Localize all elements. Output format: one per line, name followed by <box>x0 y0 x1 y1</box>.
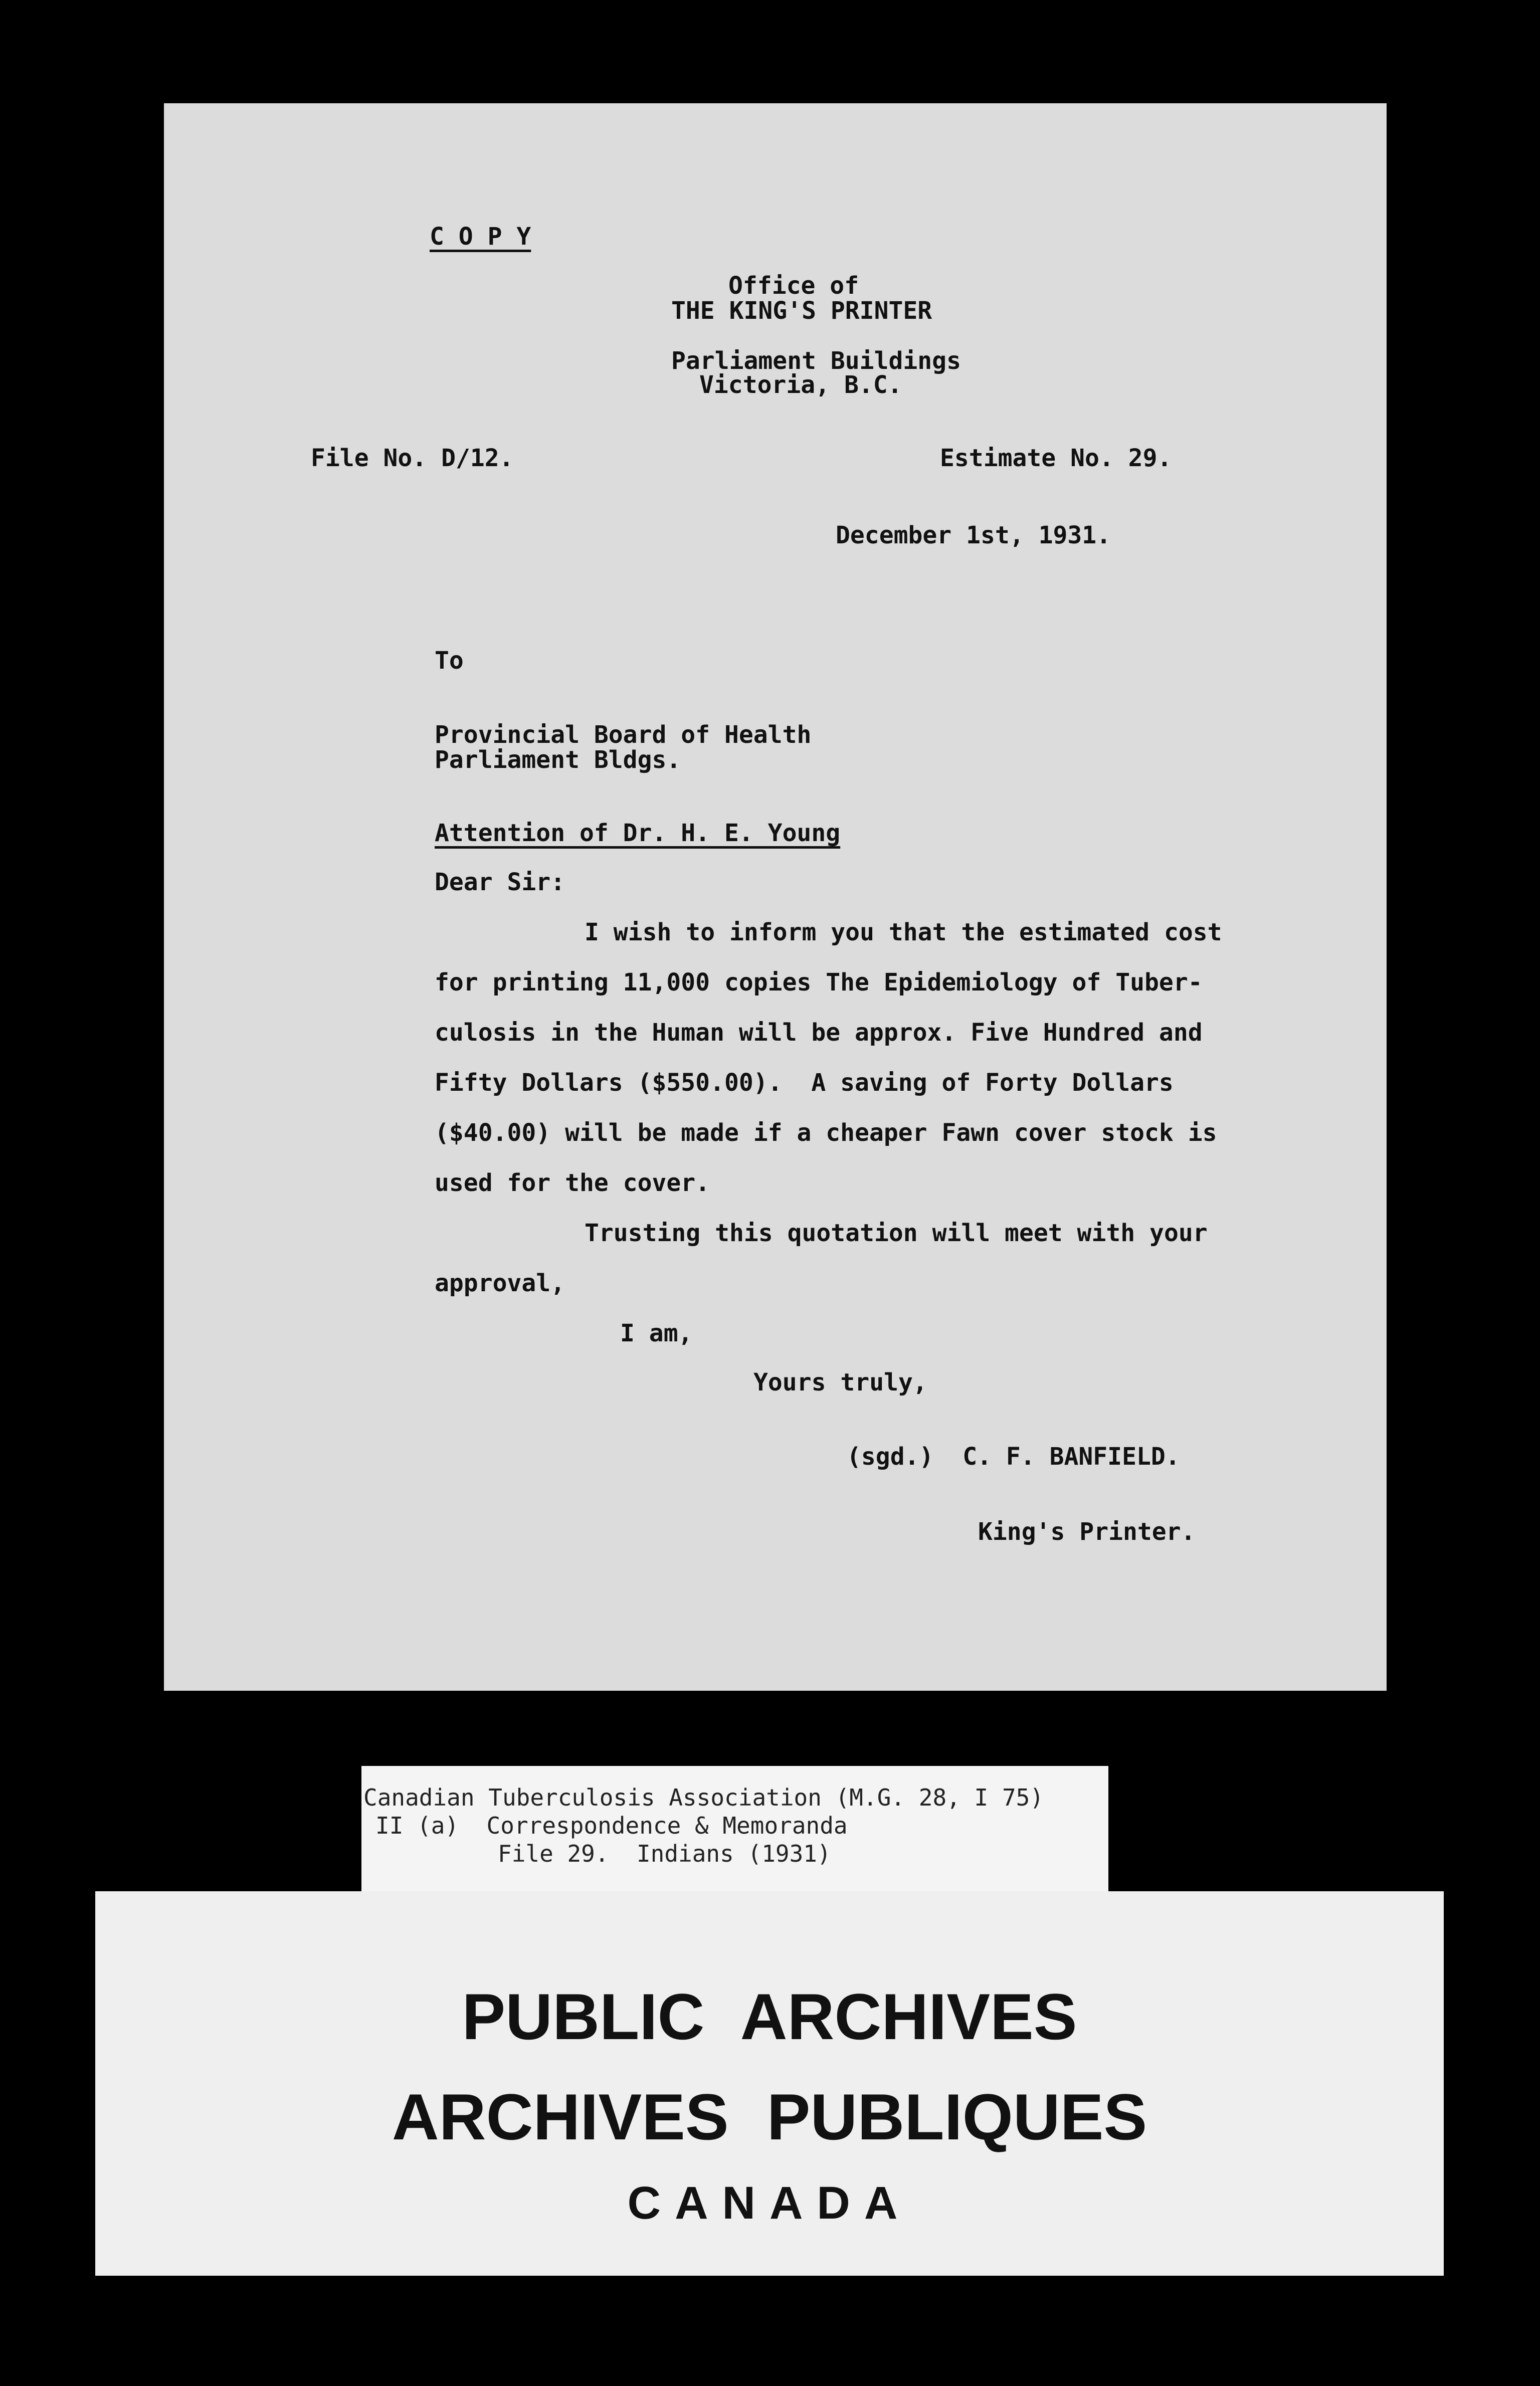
file-number: File No. D/12. <box>311 444 514 472</box>
copy-marker: C O P Y <box>430 223 531 251</box>
public-archives-stamp <box>95 1891 1444 2276</box>
recipient-line-1: Provincial Board of Health <box>435 721 812 749</box>
letter-date: December 1st, 1931. <box>836 521 1111 549</box>
body-line: approval, <box>435 1269 565 1297</box>
estimate-number: Estimate No. 29. <box>940 444 1172 472</box>
closing-yours-truly: Yours truly, <box>753 1368 927 1397</box>
archives-line-country: CANADA <box>627 2177 912 2229</box>
archive-label-line-2: II (a) Correspondence & Memoranda <box>375 1812 848 1839</box>
body-line: Fifty Dollars ($550.00). A saving of Forty Dollars <box>435 1069 1174 1097</box>
body-line: I wish to inform you that the estimated cost <box>585 918 1222 946</box>
letterhead-line-4: Victoria, B.C. <box>699 371 902 399</box>
archive-reference-label <box>361 1766 1108 1895</box>
body-line: Trusting this quotation will meet with your <box>585 1219 1208 1247</box>
body-line: for printing 11,000 copies The Epidemiology of Tuber- <box>435 968 1203 997</box>
body-line: ($40.00) will be made if a cheaper Fawn cover stock is <box>435 1119 1217 1147</box>
attention-line: Attention of Dr. H. E. Young <box>435 819 841 847</box>
letterhead-line-1: Office of <box>728 272 859 300</box>
closing-i-am: I am, <box>620 1319 693 1347</box>
signature-line: (sgd.) C. F. BANFIELD. <box>847 1443 1180 1471</box>
letterhead-line-2: THE KING'S PRINTER <box>671 297 932 325</box>
archives-line-french: ARCHIVES PUBLIQUES <box>392 2080 1147 2153</box>
archive-label-line-3: File 29. Indians (1931) <box>498 1840 831 1867</box>
signatory-title: King's Printer. <box>978 1518 1196 1546</box>
salutation: Dear Sir: <box>435 868 565 896</box>
archives-line-english: PUBLIC ARCHIVES <box>462 1980 1077 2053</box>
to-label: To <box>435 647 464 675</box>
letter-page <box>164 103 1387 1691</box>
body-line: used for the cover. <box>435 1169 710 1197</box>
body-line: culosis in the Human will be approx. Five Hundred and <box>435 1019 1203 1047</box>
archive-label-line-1: Canadian Tuberculosis Association (M.G. 28, I 75) <box>363 1784 1044 1811</box>
letterhead-line-3: Parliament Buildings <box>671 347 961 375</box>
recipient-line-2: Parliament Bldgs. <box>435 746 681 774</box>
